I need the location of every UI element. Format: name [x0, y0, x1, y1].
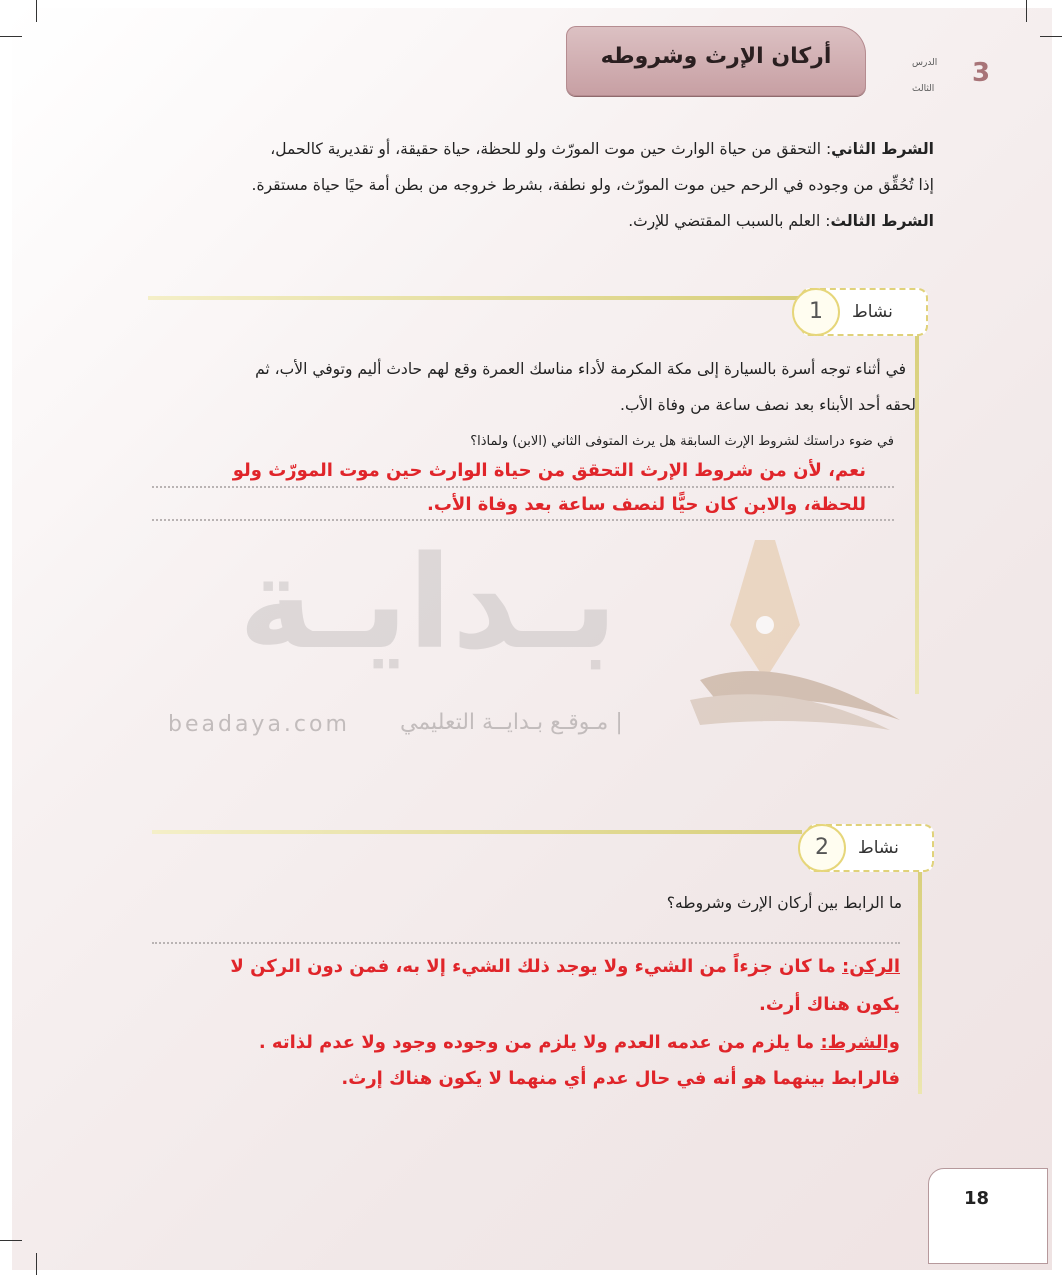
- watermark-site: beadaya.com: [168, 712, 350, 737]
- third-condition: [140, 210, 934, 233]
- activity1-answer-line-1: نعم، لأن من شروط الإرث التحقق من حياة الوارث حين موت المورّث ولو: [232, 460, 866, 481]
- activity1-top-line: [148, 296, 798, 300]
- activity2-question: ما الرابط بين أركان الإرث وشروطه؟: [666, 894, 902, 912]
- second-condition-line-1: [140, 138, 934, 161]
- activity2-top-line: [152, 830, 802, 834]
- activity1-label: نشاط: [852, 302, 893, 322]
- activity2-side-line: [918, 864, 922, 1094]
- watermark-site-arabic: | مـوقـع بـدايــة التعليمي: [400, 710, 623, 735]
- page-number-box: [928, 1168, 1048, 1264]
- activity1-number: 1: [792, 288, 840, 336]
- page-title: أركان الإرث وشروطه: [600, 44, 832, 69]
- activity2-shart-line: [150, 1032, 900, 1053]
- activity1-side-line: [915, 330, 919, 694]
- activity2-label: نشاط: [858, 838, 899, 858]
- crop-mark: [36, 0, 37, 22]
- activity2-rukn-line-2: يكون هناك أرث.: [759, 994, 900, 1015]
- second-condition-label: الشرط الثاني: [831, 140, 934, 158]
- third-condition-label: الشرط الثالث: [830, 212, 934, 230]
- activity2-number: 2: [798, 824, 846, 872]
- second-condition-line-2: إذا تُحُقِّق من وجوده في الرحم حين موت المورّث، ولو نطفة، بشرط خروجه من بطن أمة حيًا حياة مستقرة.: [251, 176, 934, 194]
- crop-mark: [1040, 36, 1062, 37]
- crop-mark: [36, 1253, 37, 1275]
- lesson-word: الدرس: [912, 58, 938, 68]
- activity1-scenario-line-1: في أثناء توجه أسرة بالسيارة إلى مكة المكرمة لأداء مناسك العمرة وقع لهم حادث أليم وتوفي الأب، ثم: [255, 360, 906, 378]
- activity2-link-line: فالرابط بينهما هو أنه في حال عدم أي منهما لا يكون هناك إرث.: [341, 1068, 900, 1089]
- activity1-scenario-line-2: لحقه أحد الأبناء بعد نصف ساعة من وفاة الأب.: [620, 396, 916, 414]
- rukn-label: الركن:: [842, 956, 900, 977]
- crop-mark: [0, 36, 22, 37]
- activity2-rukn-line-1: [150, 956, 900, 977]
- watermark-brand: بـدايـة: [238, 529, 618, 678]
- crop-mark: [0, 1240, 22, 1241]
- shart-text: ما يلزم من عدمه العدم ولا يلزم من وجوده وجود ولا عدم لذاته .: [258, 1032, 821, 1053]
- page-number: 18: [964, 1188, 990, 1209]
- second-condition-text: : التحقق من حياة الوارث حين موت المورّث ولو للحظة، حياة حقيقة، أو تقديرية كالحمل،: [270, 140, 832, 158]
- answer-line: [152, 486, 894, 488]
- lesson-order: الثالث: [912, 84, 935, 94]
- answer-line: [152, 942, 900, 944]
- third-condition-text: : العلم بالسبب المقتضي للإرث.: [628, 212, 831, 230]
- shart-label: والشرط:: [820, 1032, 900, 1053]
- activity1-question: في ضوء دراستك لشروط الإرث السابقة هل يرث المتوفى الثاني (الابن) ولماذا؟: [470, 434, 894, 449]
- activity1-answer-line-2: للحظة، والابن كان حيًّا لنصف ساعة بعد وفاة الأب.: [426, 494, 866, 515]
- lesson-number: 3: [972, 58, 991, 88]
- answer-line: [152, 519, 894, 521]
- crop-mark: [1026, 0, 1027, 22]
- rukn-text: ما كان جزءاً من الشيء ولا يوجد ذلك الشيء إلا به، فمن دون الركن لا: [230, 956, 842, 977]
